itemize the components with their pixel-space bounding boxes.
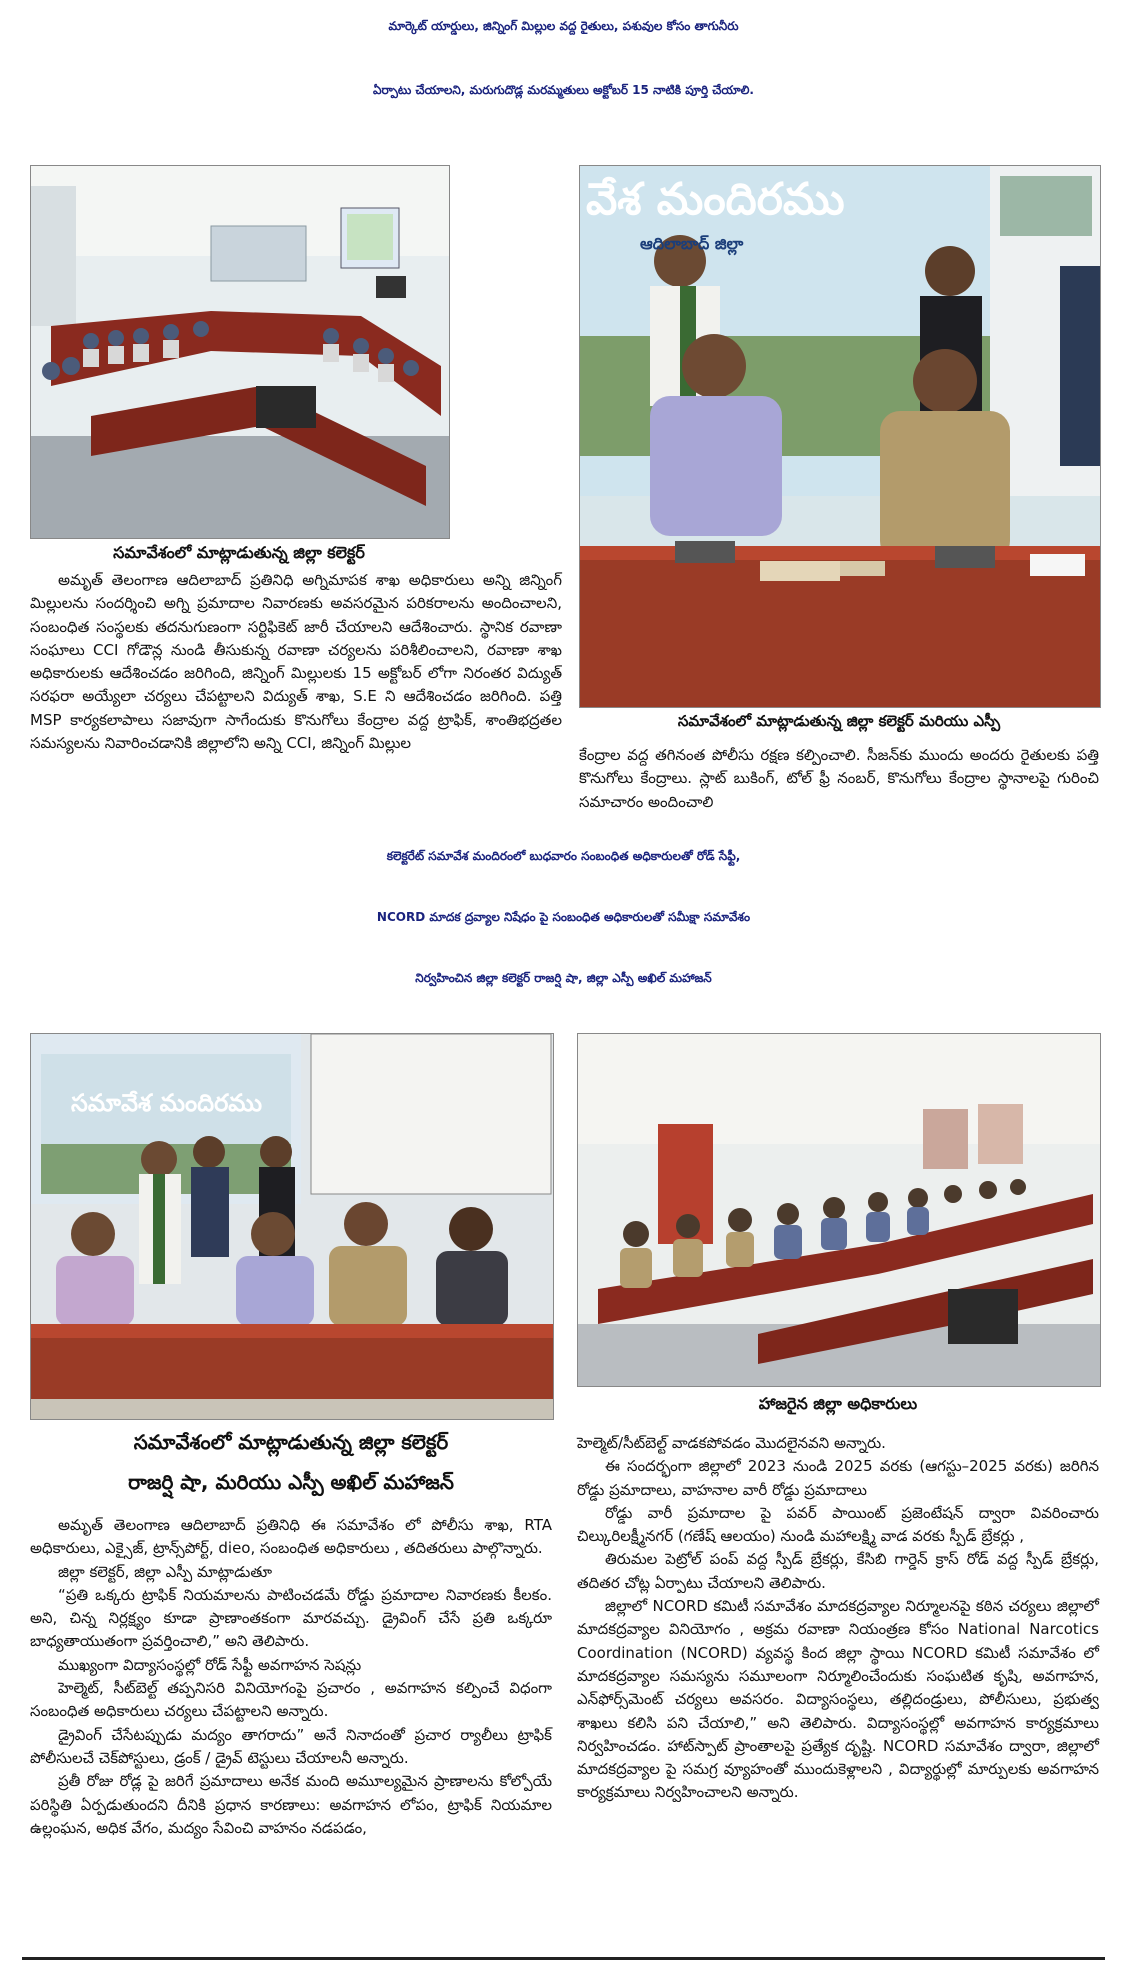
article-2-left-column — [30, 1514, 552, 1840]
middle-headline-line-3: నిర్వహించిన జిల్లా కలెక్టర్ రాజర్షి షా, జిల్లా ఎస్పీ అఖిల్ మహాజన్ — [415, 971, 712, 985]
article-2-paragraph: జిల్లా కలెక్టర్, జిల్లా ఎస్పీ మాట్లాడుతూ — [58, 1562, 273, 1581]
photo-4-caption: హాజరైన జిల్లా అధికారులు — [758, 1394, 918, 1413]
middle-headline-line-1: కలెక్టరేట్ సమావేశ మందిరంలో బుధవారం సంబంధిత అధికారులతో రోడ్ సేఫ్టీ, — [386, 849, 741, 863]
photo-3-banner-text: సమావేశ మందిరము — [71, 1089, 262, 1117]
photo-3-caption-line-1: సమావేశంలో మాట్లాడుతున్న జిల్లా కలెక్టర్ — [133, 1430, 449, 1454]
article-2-paragraph: రోడ్డు వారీ ప్రమాదాల పై పవర్ పాయింట్ ప్రజెంటేషన్ ద్వారా వివరించారు చిల్కురిలక్ష్మీనగర్ (గణేష్ ఆలయం) నుండి మహాలక్ష్మి వాడ వరకు స్పీడ్ బ్రేకర్లు , — [577, 1503, 1099, 1546]
bottom-rule — [22, 1957, 1105, 1960]
article-2-paragraph: “ప్రతి ఒక్కరు ట్రాఫిక్ నియమాలను పాటించడమే రోడ్డు ప్రమాదాల నివారణకు కీలకం. అని, చిన్న నిర్లక్ష్యం కూడా ప్రాణాంతకంగా మారవచ్చు. డ్రైవింగ్ చేసే ప్రతి ఒక్కరూ బాధ్యతాయుతంగా ప్రవర్తించాలి,” అని తెలిపారు. — [30, 1585, 552, 1651]
article-2-paragraph: ముఖ్యంగా విద్యాసంస్థల్లో రోడ్ సేఫ్టీ అవగాహన సెషన్లు — [58, 1655, 362, 1674]
article-2-paragraph: జిల్లాలో NCORD కమిటీ సమావేశం మాదకద్రవ్యాల నిర్మూలనపై కఠిన చర్యలు జిల్లాలో మాదకద్రవ్యాల వినియోగం , అక్రమ రవాణా నియంత్రణ కోసం National Narcotics Coordination (NCORD) వ్యవస్థ కింద జిల్లా స్థాయి NCORD కమిటీ సమావేశం లో మాదకద్రవ్యాల సమస్యను సమూలంగా నిర్మూలించేందుకు సంఘటిత కృషి, అవగాహన, ఎన్‌ఫోర్స్‌మెంట్ చర్యలు అవసరం. విద్యాసంస్థలు, తల్లిదండ్రులు, పోలీసులు, ప్రభుత్వ శాఖలు కలిసి పని చేయాలి,” అని తెలిపారు. విద్యాసంస్థల్లో అవగాహన కార్యక్రమాలు నిర్వహించడం. హాట్‌స్పాట్ ప్రాంతాలపై ప్రత్యేక దృష్టి. NCORD సమావేశం ద్వారా, జిల్లాలో మాదకద్రవ్యాల పై సమగ్ర వ్యూహంతో ముందుకెళ్లాలని , విద్యార్థుల్లో మార్పులకు అవగాహన కార్యక్రమాలు నిర్వహించాలని అన్నారు. — [577, 1597, 1099, 1802]
district-officials-illustration — [578, 1034, 1100, 1386]
article-2-paragraph: అమృత్ తెలంగాణ ఆదిలాబాద్ ప్రతినిధి ఈ సమావేశం లో పోలీసు శాఖ, RTA అధికారులు, ఎక్సైజ్, ట్రాన్స్‌పోర్ట్, dieo, సంబంధిత అధికారులు , తదితరులు పాల్గొన్నారు. — [30, 1516, 552, 1558]
article-2-paragraph: ఈ సందర్భంగా జిల్లాలో 2023 నుండి 2025 వరకు (ఆగస్టు–2025 వరకు) జరిగిన రోడ్డు ప్రమాదాలు, వాహనాల వారీ రోడ్డు ప్రమాదాలు — [577, 1457, 1099, 1499]
photo-meeting-hall-wide — [30, 165, 450, 539]
photo-collector-and-sp — [579, 165, 1101, 708]
photo-3-caption-line-2: రాజర్షి షా, మరియు ఎస్పీ అఖిల్ మహాజన్ — [128, 1470, 454, 1494]
article-2-paragraph: ప్రతీ రోజు రోడ్ల పై జరిగే ప్రమాదాలు అనేక మంది అమూల్యమైన ప్రాణాలను కోల్పోయే పరిస్థితి ఏర్పడుతుందని దీనికి ప్రధాన కారణాలు: అవగాహన లోపం, ట్రాఫిక్ నియమాల ఉల్లంఘన, అధిక వేగం, మద్యం సేవించి వాహనం నడపడం, — [30, 1772, 552, 1837]
article-1-left-column — [30, 569, 562, 755]
photo-district-officials — [577, 1033, 1101, 1387]
article-1-right-column — [579, 744, 1099, 814]
photo-2-banner-sub: ఆదిలాబాద్ జిల్లా — [640, 234, 744, 253]
article-2-paragraph: హెల్మెట్, సీట్‌బెల్ట్ తప్పనిసరి వినియోగంపై ప్రచారం , అవగాహన కల్పించే విధంగా సంబంధిత అధికారులు చర్యలు చేపట్టాలని అన్నారు. — [30, 1679, 552, 1721]
meeting-hall-illustration — [31, 166, 449, 538]
article-1-paragraph: అమృత్ తెలంగాణ ఆదిలాబాద్ ప్రతినిధి అగ్నిమాపక శాఖ అధికారులు అన్ని జిన్నింగ్ మిల్లులను సందర్శించి అగ్ని ప్రమాదాల నివారణకు అవసరమైన పరికరాలను అందించాలని, సంబంధిత సంస్థలకు తదనుగుణంగా సర్టిఫికెట్ జారీ చేయాలని ఆదేశించారు. స్థానిక రవాణా సంఘాలు CCI గోడౌన్ల నుండి తీసుకున్న రవాణా చర్యలను పరిశీలించాలని, రవాణా శాఖ అధికారులకు ఆదేశించడం జరిగింది, జిన్నింగ్ మిల్లులకు 15 అక్టోబర్ లోగా నిరంతర విద్యుత్ సరఫరా అయ్యేలా చర్యలు చేపట్టాలని విద్యుత్ శాఖ, S.E ని ఆదేశించడం జరిగింది. పత్తి MSP కార్యకలాపాలు సజావుగా సాగేందుకు కొనుగోలు కేంద్రాల వద్ద ట్రాఫిక్, శాంతిభద్రతల సమస్యలను నివారించడానికి జిల్లాలోని అన్ని CCI, జిన్నింగ్ మిల్లుల — [30, 571, 562, 753]
photo-2-banner-text: వేశ మందిరము — [586, 174, 845, 225]
photo-collector-sp-at-table — [30, 1033, 554, 1420]
article-2-paragraph: తిరుమల పెట్రోల్ పంప్ వద్ద స్పీడ్ బ్రేకర్లు, కేసిబి గార్డెన్ క్రాస్ రోడ్ వద్ద స్పీడ్ బ్రేకర్లు, తదితర చోట్ల ఏర్పాటు చేయాలని తెలిపారు. — [577, 1550, 1099, 1592]
article-2-right-column — [577, 1432, 1099, 1805]
article-2-paragraph: డ్రైవింగ్ చేసేటప్పుడు మద్యం తాగరాదు” అనే నినాదంతో ప్రచార ర్యాలీలు ట్రాఫిక్ పోలీసులచే చెక్‌పోస్టులు, డ్రంక్ / డ్రైవ్ టెస్టులు చేయాలనీ అన్నారు. — [30, 1725, 552, 1767]
top-headline-line-2: ఏర్పాటు చేయాలని, మరుగుదొడ్ల మరమ్మతులు అక్టోబర్ 15 నాటికి పూర్తి చేయాలి. — [372, 83, 754, 97]
article-2-paragraph: హెల్మెట్/సీట్‌బెల్ట్ వాడకపోవడం మొదలైనవని అన్నారు. — [577, 1434, 886, 1452]
photo-1-caption: సమావేశంలో మాట్లాడుతున్న జిల్లా కలెక్టర్ — [113, 543, 365, 562]
article-1-paragraph: కేంద్రాల వద్ద తగినంత పోలీసు రక్షణ కల్పించాలి. సీజన్‌కు ముందు అందరు రైతులకు పత్తి కొనుగోలు కేంద్రాలు. స్లాట్ బుకింగ్, టోల్ ఫ్రీ నంబర్, కొనుగోలు కేంద్రాల స్థానాలపై గురించి సమాచారం అందించాలి — [579, 746, 1099, 811]
top-headline-line-1: మార్కెట్ యార్డులు, జిన్నింగ్ మిల్లుల వద్ద రైతులు, పశువుల కోసం తాగునీరు — [388, 19, 739, 33]
photo-2-caption: సమావేశంలో మాట్లాడుతున్న జిల్లా కలెక్టర్ మరియు ఎస్పీ — [677, 712, 1001, 730]
middle-headline-line-2: NCORD మాదక ద్రవ్యాల నిషేధం పై సంబంధిత అధికారులతో సమీక్షా సమావేశం — [376, 910, 751, 924]
